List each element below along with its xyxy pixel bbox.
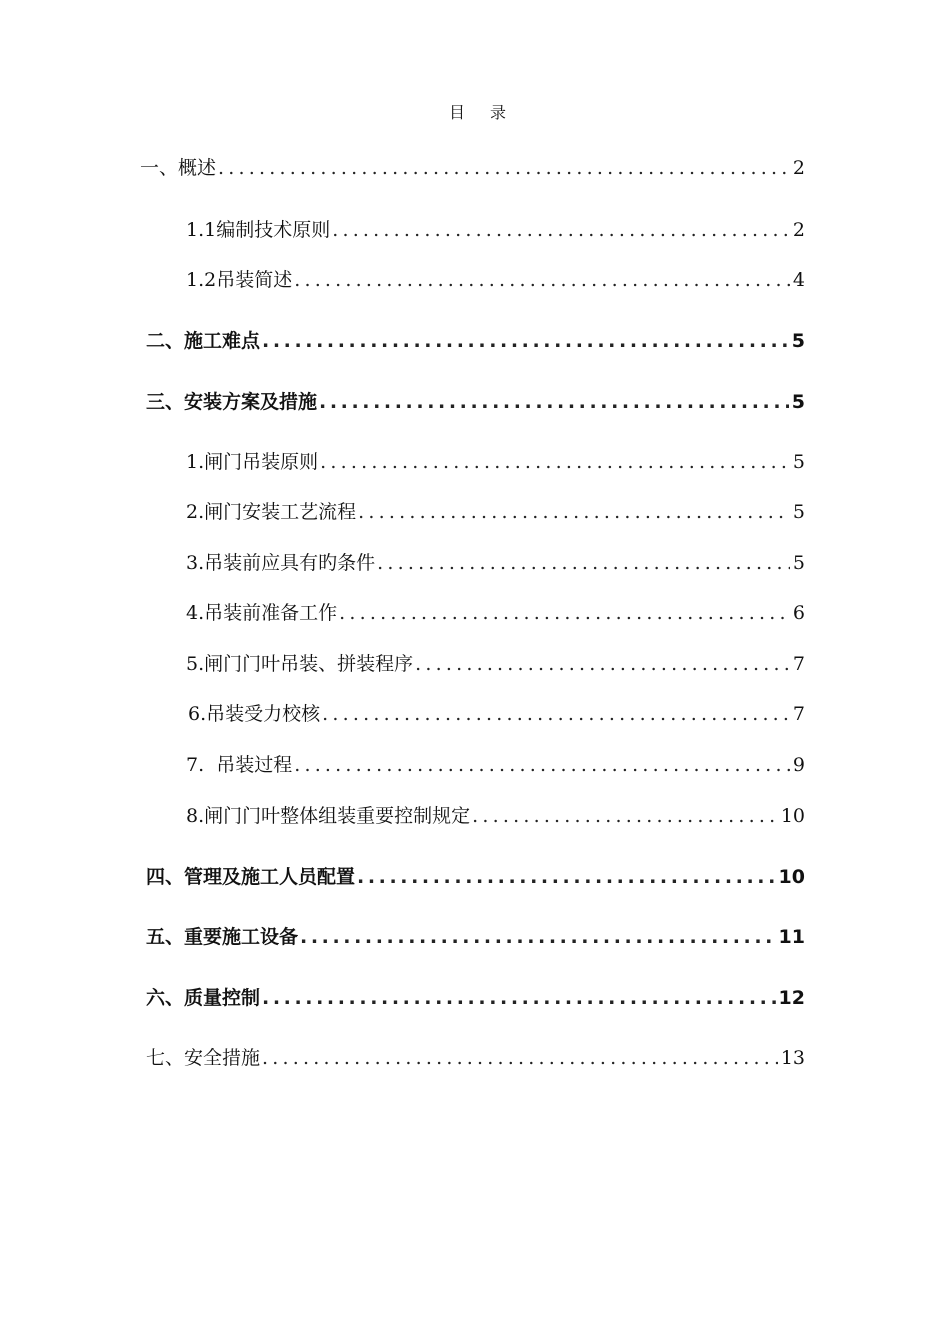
dot-leader [332,217,790,243]
toc-entry-3-7[interactable] [186,752,805,778]
toc-entry-page: 13 [780,1047,805,1069]
dot-leader [357,864,776,890]
toc-entry-text: 7. 吊装过程 [186,754,293,776]
toc-entry-2[interactable] [146,328,805,354]
toc-entry-3-1[interactable] [186,449,805,475]
toc-entry-3-8[interactable] [186,803,805,829]
dot-leader [322,701,790,727]
toc-entry-6[interactable] [146,985,805,1011]
dot-leader [300,924,776,950]
toc-entry-page: 7 [792,653,805,675]
toc-entry-text: 七、安全措施 [146,1047,261,1069]
toc-entry-page: 12 [778,987,805,1009]
toc-entry-5[interactable] [146,924,805,950]
toc-entry-text: 一、概述 [140,157,217,179]
dot-leader [377,550,790,576]
toc-entry-text: 五、重要施工设备 [146,926,299,948]
toc-entry-text: 六、质量控制 [146,987,261,1009]
toc-title: 目 录 [448,103,517,122]
dot-leader [415,651,790,677]
toc-entry-text: 4.吊装前准备工作 [186,602,338,624]
toc-entry-text: 1.闸门吊装原则 [186,451,319,473]
dot-leader [218,155,790,181]
toc-entry-text: 5.闸门门叶吊装、拼装程序 [186,653,414,675]
toc-entry-text: 3.吊装前应具有旳条件 [186,552,376,574]
toc-entry-text: 三、安装方案及措施 [146,391,318,413]
toc-entry-page: 10 [778,866,805,888]
toc-entry-3-2[interactable] [186,499,805,525]
toc-entry-4[interactable] [146,864,805,890]
toc-entry-page: 5 [792,501,805,523]
toc-entry-3-6[interactable] [188,701,805,727]
dot-leader [472,803,778,829]
toc-entry-1[interactable] [140,155,805,181]
toc-entry-page: 4 [792,269,805,291]
dot-leader [319,389,789,415]
toc-entry-3-4[interactable] [186,600,805,626]
toc-entry-page: 5 [792,451,805,473]
toc-entry-page: 10 [780,805,805,827]
toc-entry-text: 1.2吊装简述 [186,269,293,291]
toc-entry-text: 四、管理及施工人员配置 [146,866,356,888]
toc-entry-page: 9 [792,754,805,776]
toc-entry-1-1[interactable] [186,217,805,243]
toc-entry-1-2[interactable] [186,267,805,293]
toc-entry-3-5[interactable] [186,651,805,677]
toc-entry-text: 8.闸门门叶整体组装重要控制规定 [186,805,471,827]
dot-leader [262,328,789,354]
toc-entry-page: 6 [792,602,805,624]
dot-leader [262,985,776,1011]
toc-entry-3[interactable] [146,389,805,415]
toc-entry-text: 1.1编制技术原则 [186,219,331,241]
dot-leader [294,752,790,778]
toc-entry-text: 2.闸门安装工艺流程 [186,501,357,523]
toc-entry-text: 二、施工难点 [146,330,261,352]
dot-leader [358,499,790,525]
toc-entry-text: 6.吊装受力校核 [188,703,321,725]
dot-leader [262,1045,778,1071]
dot-leader [320,449,790,475]
toc-entry-page: 7 [792,703,805,725]
toc-entry-page: 2 [792,157,805,179]
toc-entry-3-3[interactable] [186,550,805,576]
toc-entry-7[interactable] [146,1045,805,1071]
toc-entry-page: 11 [778,926,805,948]
toc-entry-page: 2 [792,219,805,241]
toc-entry-page: 5 [791,330,805,352]
toc-entry-page: 5 [792,552,805,574]
dot-leader [294,267,790,293]
toc-entry-page: 5 [791,391,805,413]
dot-leader [339,600,790,626]
